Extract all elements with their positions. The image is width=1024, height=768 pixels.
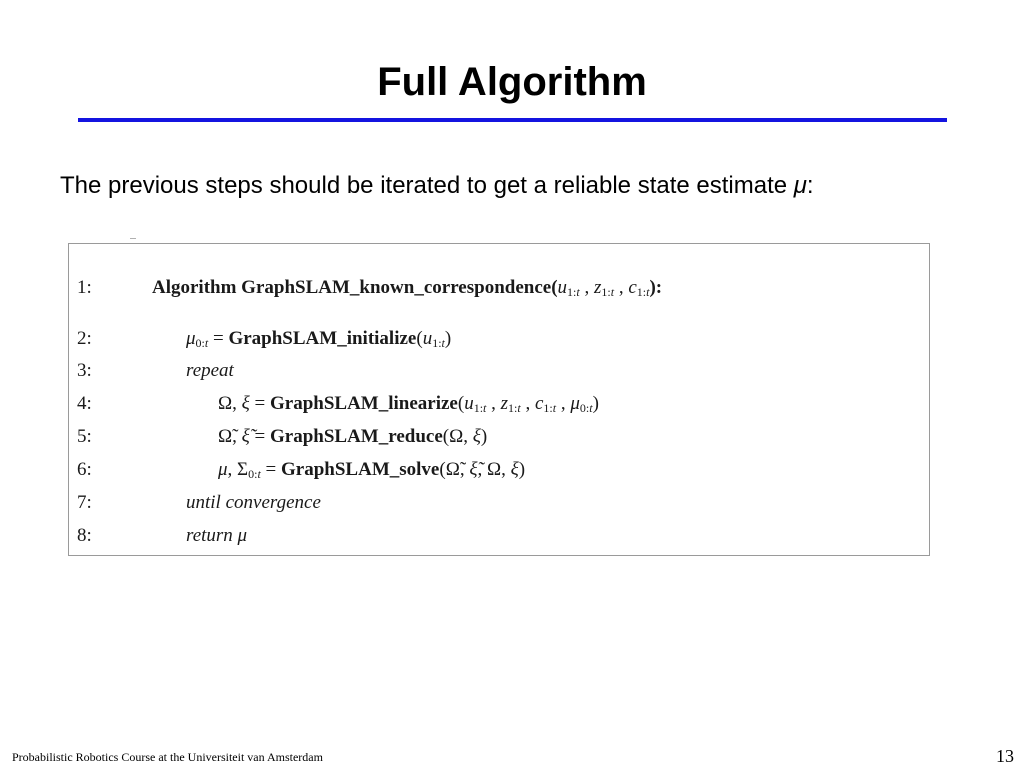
line-code: μ, $\Sigma_{0:t}$ = GraphSLAM_solve(Ω̃, ξ̃, Ω, ξ) [218,459,526,481]
title-underline [78,118,947,122]
function-name-reduce: GraphSLAM_reduce [269,426,443,447]
line-code: until convergence [186,492,321,513]
line-code: return μ [186,525,248,546]
function-name-solve: GraphSLAM_solve [281,459,440,480]
function-name-initialize: GraphSLAM_initialize [228,328,417,349]
subtitle-colon: : [806,172,814,199]
line-code: $\mu_{0:t}$ = $GraphSLAM\_initialize(u_{1:t})$ [186,328,452,350]
subtitle-mu-symbol: μ [793,172,807,199]
line-number: 1: [77,277,92,298]
line-number: 7: [77,492,92,513]
line-number: 3: [77,360,92,381]
algorithm-box [68,243,930,556]
slide-subtitle [60,170,814,202]
return-keyword: return [186,525,233,546]
line-number: 5: [77,426,92,447]
function-main-close: ): [649,277,663,298]
function-name-linearize: GraphSLAM_linearize [269,393,458,414]
line-code: Ω, $\xi = GraphSLAM\_linearize(u_{1:t}$ , $z_{1:t}$ , $c_{1:t}$ , $\mu_{0:t}$) [218,393,599,415]
function-name-main: Algorithm GraphSLAM_known_correspondence( [152,277,558,298]
page-number: 13 [996,746,1014,766]
line-number: 4: [77,393,92,414]
line-code: Ω̃, ξ̃ = GraphSLAM_reduce(Ω, ξ) [218,426,488,447]
line-number: 6: [77,459,92,480]
subtitle-text: The previous steps should be iterated to get a reliable state estimate [60,172,794,199]
slide-title: Full Algorithm [377,60,647,104]
line-code: Algorithm $GraphSLAM\_known\_correspondence(u_{1:t}$ , $z_{1:t}$ , $c_{1:t}$): [152,277,663,299]
line-number: 2: [77,328,92,349]
line-number: 8: [77,525,92,546]
footer-course-text: Probabilistic Robotics Course at the Universiteit van Amsterdam [12,750,323,764]
line-code: repeat [186,360,234,381]
crop-mark [130,238,136,239]
